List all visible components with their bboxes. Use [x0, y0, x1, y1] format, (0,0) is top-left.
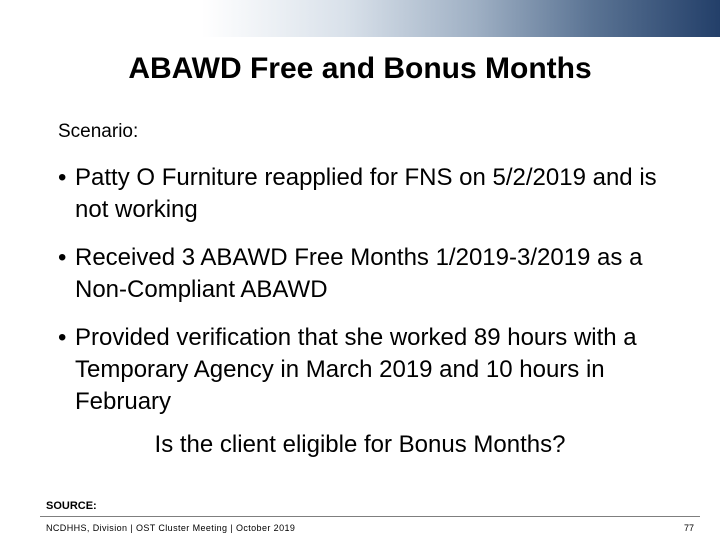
bullet-list	[58, 162, 678, 434]
bullet-text: Patty O Furniture reapplied for FNS on 5/2/2019 and is not working	[75, 164, 657, 223]
header-gradient-band	[0, 0, 720, 37]
bullet-dot-icon: •	[58, 164, 67, 191]
bullet-item	[58, 242, 678, 306]
scenario-label: Scenario:	[58, 121, 139, 142]
bullet-text: Received 3 ABAWD Free Months 1/2019-3/2019 as a Non-Compliant ABAWD	[75, 244, 643, 303]
footer-divider	[40, 516, 700, 517]
source-label: SOURCE:	[46, 500, 97, 512]
slide-title: ABAWD Free and Bonus Months	[128, 52, 592, 85]
bullet-text: Provided verification that she worked 89 hours with a Temporary Agency in March 2019 and 10 hours in February	[75, 324, 637, 415]
bullet-dot-icon: •	[58, 244, 67, 271]
question-text: Is the client eligible for Bonus Months?	[154, 431, 566, 458]
page-number: 77	[684, 523, 695, 533]
bullet-dot-icon: •	[58, 324, 67, 351]
bullet-item	[58, 322, 678, 418]
footer-text: NCDHHS, Division | OST Cluster Meeting | October 2019	[46, 523, 296, 533]
bullet-item	[58, 162, 678, 226]
